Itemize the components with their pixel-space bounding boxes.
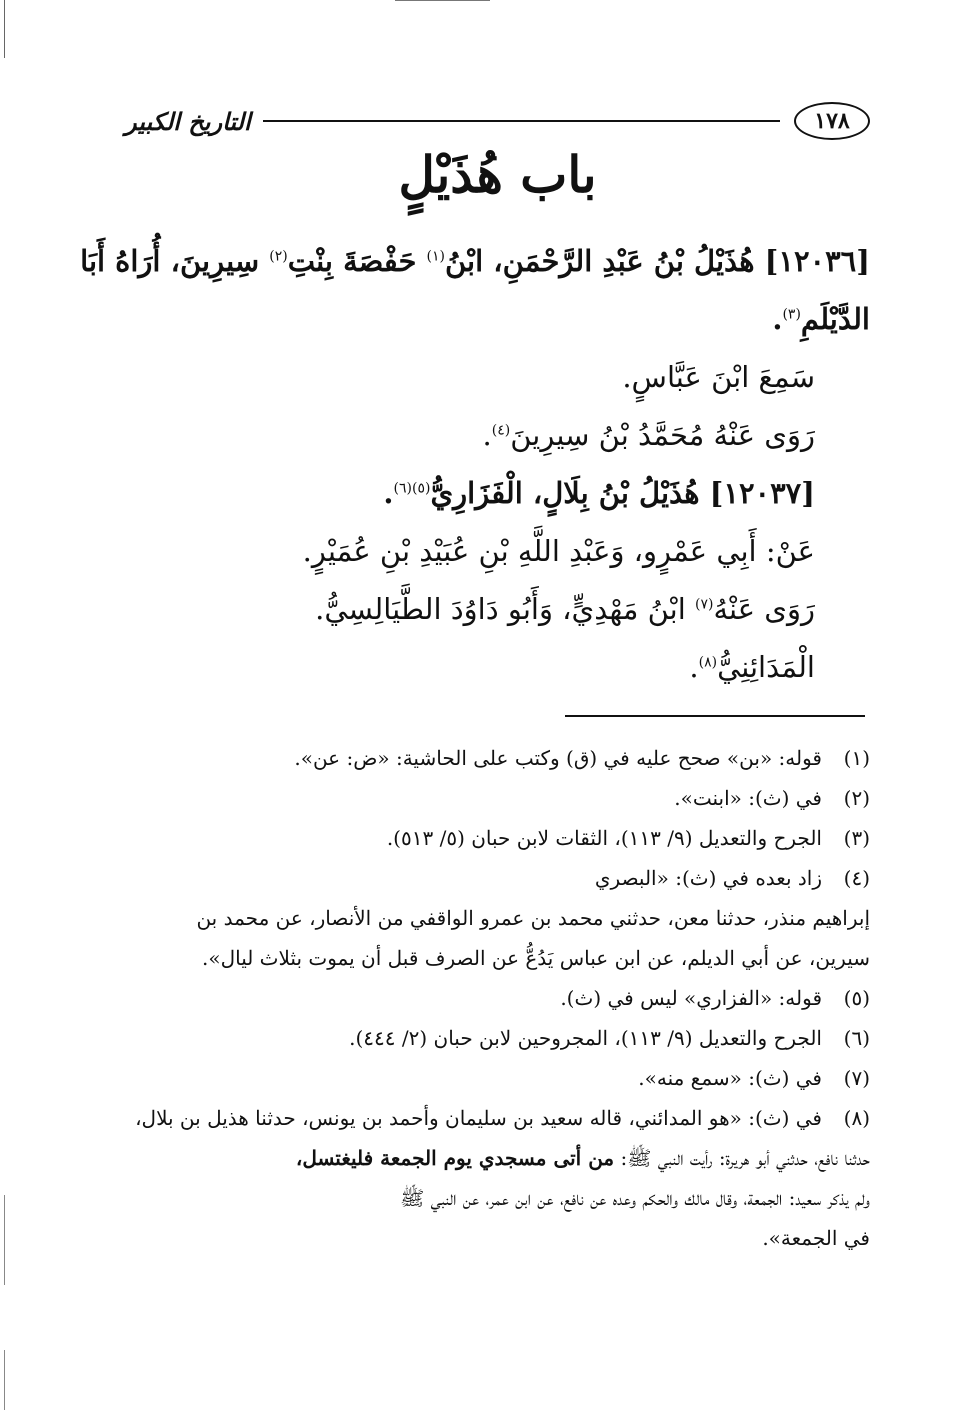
footnote-ref[interactable]: (٧) bbox=[695, 596, 714, 613]
entry-12036-line bbox=[80, 232, 870, 290]
entry-12037-line bbox=[125, 638, 870, 696]
entry-12037-line bbox=[125, 580, 870, 638]
entry-12036-line bbox=[125, 290, 870, 348]
footnote-continuation: ولم يذكر سعيد: الجمعة، وقال مالك والحكم وعده عن نافع، عن ابن عمر، عن النبي ﷺ bbox=[400, 1186, 870, 1210]
main-text bbox=[80, 232, 870, 696]
footnote bbox=[125, 858, 870, 898]
footnote-separator bbox=[565, 715, 865, 717]
footnote-text: قوله: «الفزاري» ليس في (ث). bbox=[560, 986, 822, 1010]
entry-text: . bbox=[482, 418, 492, 452]
entry-text: سِيرِينَ، أُرَاهُ أَبَا bbox=[80, 244, 270, 278]
entry-text: [١٢٠٣٧] هُذَيْلُ بْنُ بِلَالٍ، الْفَزَارِيُّ bbox=[430, 476, 815, 510]
footnote-continuation bbox=[125, 1138, 870, 1178]
entry-12037-line: عَنْ: أَبِي عَمْرٍو، وَعَبْدِ اللَّهِ بْنِ عُبَيْدِ بْنِ عُمَيْرٍ. bbox=[302, 534, 815, 568]
entry-text: ابْنُ مَهْدِيٍّ، وَأَبُو دَاوُدَ الطَّيَالِسِيُّ. bbox=[315, 592, 695, 626]
page-edge-top bbox=[395, 0, 490, 1]
entry-text: [١٢٠٣٦] هُذَيْلُ بْنُ عَبْدِ الرَّحْمَنِ، ابْنُ bbox=[444, 244, 870, 278]
footnote-text: في (ث): «سمع منه». bbox=[638, 1066, 822, 1090]
entry-text: الدَّيْلَمِ bbox=[800, 302, 870, 336]
footnote-text: في (ث): «هو المدائني، قاله سعيد بن سليمان وأحمد بن يونس، حدثنا هذيل بن بلال، bbox=[135, 1106, 822, 1130]
page-edge-left bbox=[4, 1350, 5, 1410]
chapter-title: باب هُذَيْلٍ bbox=[398, 145, 597, 204]
footnote-number: (٧) bbox=[843, 1066, 870, 1090]
footnote-ref[interactable]: (٢) bbox=[269, 248, 288, 265]
footnote-number: (١) bbox=[843, 746, 870, 770]
entry-text: . bbox=[383, 476, 394, 510]
footnotes bbox=[125, 738, 870, 1258]
entry-text: رَوَى عَنْهُ مُحَمَّدُ بْنُ سِيرِينَ bbox=[510, 418, 815, 452]
footnote-ref[interactable]: (٤) bbox=[491, 422, 511, 439]
footnote-number: (٣) bbox=[843, 826, 870, 850]
book-title: التاريخ الكبير bbox=[125, 106, 251, 136]
footnote-number: (٥) bbox=[843, 986, 870, 1010]
entry-12037-line bbox=[125, 464, 870, 522]
footnote bbox=[125, 1058, 870, 1098]
page-number: ١٧٨ bbox=[794, 102, 870, 140]
footnote-number: (٨) bbox=[843, 1106, 870, 1130]
footnote-ref[interactable]: (١) bbox=[426, 248, 445, 265]
header-rule bbox=[263, 120, 780, 122]
entry-text: حَفْصَةَ بِنْتِ bbox=[287, 244, 427, 278]
entry-text: الْمَدَائِنِيُّ bbox=[717, 650, 815, 684]
footnote-continuation: في الجمعة». bbox=[762, 1226, 870, 1250]
footnote bbox=[125, 778, 870, 818]
footnote-number: (٢) bbox=[843, 786, 870, 810]
page-edge-left bbox=[4, 1195, 5, 1285]
footnote-text: الجرح والتعديل (٩/ ١١٣)، الثقات لابن حبان (٥/ ٥١٣). bbox=[386, 826, 822, 850]
entry-12036-line: سَمِعَ ابْنَ عَبَّاسٍ. bbox=[622, 360, 815, 394]
running-header bbox=[125, 96, 870, 146]
entry-text: . bbox=[689, 650, 699, 684]
footnote bbox=[125, 738, 870, 778]
entry-12036-line bbox=[125, 406, 870, 464]
entry-text: رَوَى عَنْهُ bbox=[713, 592, 815, 626]
footnote-ref[interactable]: (٣) bbox=[782, 306, 801, 323]
footnote-continuation: إبراهيم منذر، حدثنا معن، حدثني محمد بن عمرو الواقفي من الأنصار، عن محمد بن bbox=[196, 906, 870, 930]
footnote-text: الجرح والتعديل (٩/ ١١٣)، المجروحين لابن حبان (٢/ ٤٤٤). bbox=[349, 1026, 822, 1050]
entry-text: . bbox=[772, 302, 783, 336]
page-edge-left bbox=[4, 0, 5, 58]
footnote-number: (٤) bbox=[843, 866, 870, 890]
footnote bbox=[125, 978, 870, 1018]
footnote-ref[interactable]: (٨) bbox=[698, 654, 718, 671]
footnote bbox=[125, 1018, 870, 1058]
footnote-text: في (ث): «ابنت». bbox=[674, 786, 822, 810]
footnote-text: قوله: «بن» صحح عليه في (ق) وكتب على الحاشية: «ض: عن». bbox=[294, 746, 822, 770]
footnote-text: زاد بعده في (ث): «البصري bbox=[594, 866, 822, 890]
hadith-text: من أتى مسجدي يوم الجمعة فليغتسل، bbox=[295, 1146, 615, 1170]
footnote bbox=[125, 818, 870, 858]
footnote-text: حدثنا نافع، حدثني أبو هريرة: رأيت النبي ﷺ: bbox=[614, 1146, 870, 1170]
footnote-number: (٦) bbox=[843, 1026, 870, 1050]
footnote-ref[interactable]: (٥)(٦) bbox=[393, 480, 431, 497]
footnote-continuation: سيرين، عن أبي الديلم، عن ابن عباس يَدُعُّ عن الصرف قبل أن يموت بثلاث ليال». bbox=[201, 946, 870, 970]
footnote bbox=[125, 1098, 870, 1138]
